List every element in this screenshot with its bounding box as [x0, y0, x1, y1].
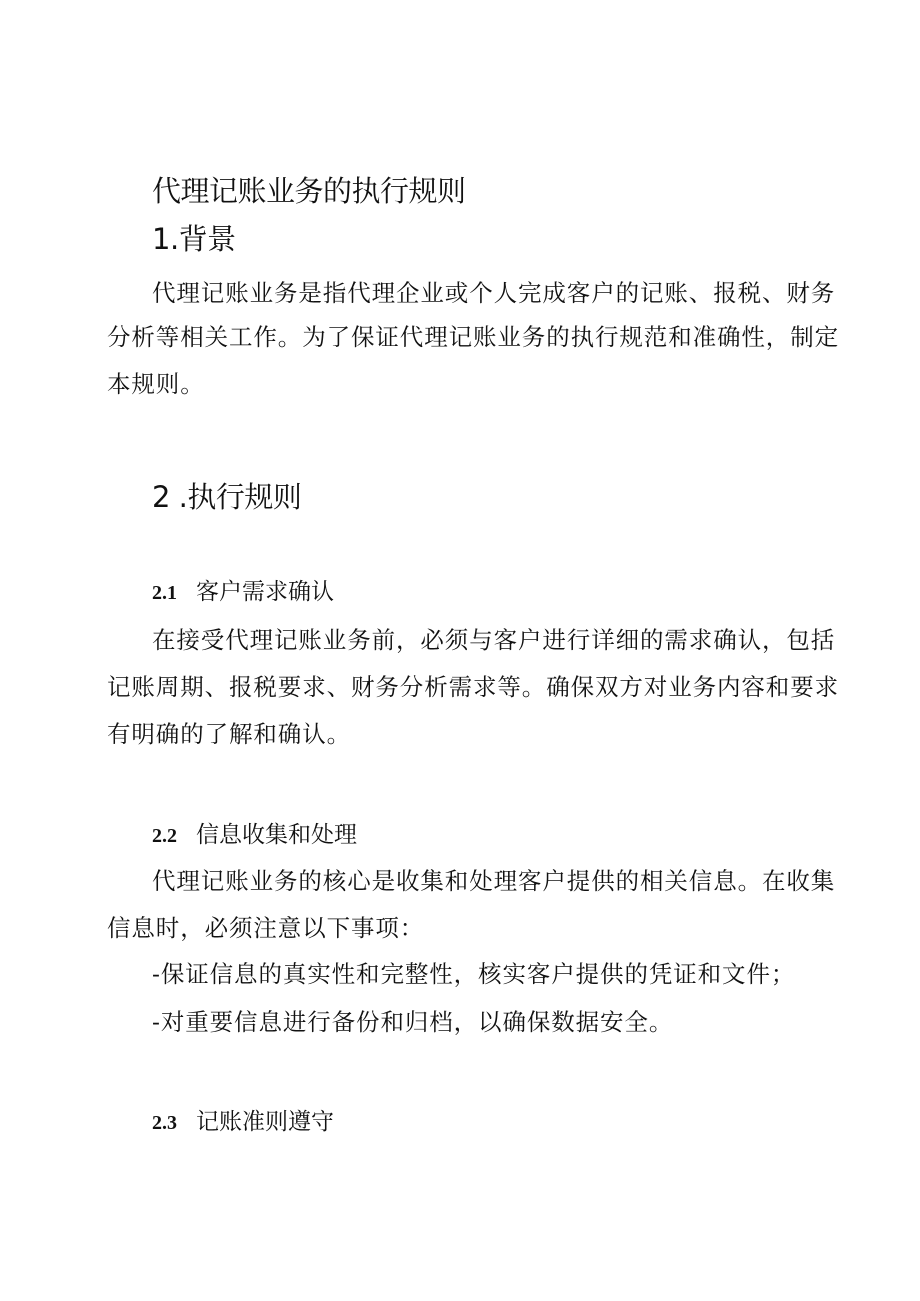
subsection-title: 信息收集和处理: [196, 822, 357, 848]
subsection-title: 客户需求确认: [196, 579, 334, 605]
paragraph-line: 本规则。: [107, 370, 205, 398]
bullet-item: -保证信息的真实性和完整性，核实客户提供的凭证和文件；: [152, 960, 796, 988]
subsection-number: 2.2: [152, 825, 177, 847]
subsection-number: 2.1: [152, 582, 177, 604]
paragraph-line: 分析等相关工作。为了保证代理记账业务的执行规范和准确性，制定: [107, 323, 839, 351]
subsection-heading: [152, 1103, 334, 1136]
bullet-item: -对重要信息进行备份和归档，以确保数据安全。: [152, 1008, 674, 1036]
paragraph-line: 代理记账业务的核心是收集和处理客户提供的相关信息。在收集: [152, 867, 836, 895]
paragraph-line: 有明确的了解和确认。: [107, 720, 351, 748]
subsection-title: 记账准则遵守: [196, 1109, 334, 1135]
subsection-heading: [152, 573, 334, 606]
section-heading-background: 1.背景: [152, 222, 236, 256]
paragraph-line: 在接受代理记账业务前，必须与客户进行详细的需求确认，包括: [152, 626, 836, 654]
paragraph-line: 代理记账业务是指代理企业或个人完成客户的记账、报税、财务: [152, 279, 836, 307]
document-title: 代理记账业务的执行规则: [152, 174, 466, 208]
paragraph-line: 记账周期、报税要求、财务分析需求等。确保双方对业务内容和要求: [107, 673, 839, 701]
subsection-heading: [152, 816, 357, 849]
section-heading-rules: 2 .执行规则: [152, 480, 302, 514]
subsection-number: 2.3: [152, 1112, 177, 1134]
paragraph-line: 信息时，必须注意以下事项：: [107, 914, 425, 942]
